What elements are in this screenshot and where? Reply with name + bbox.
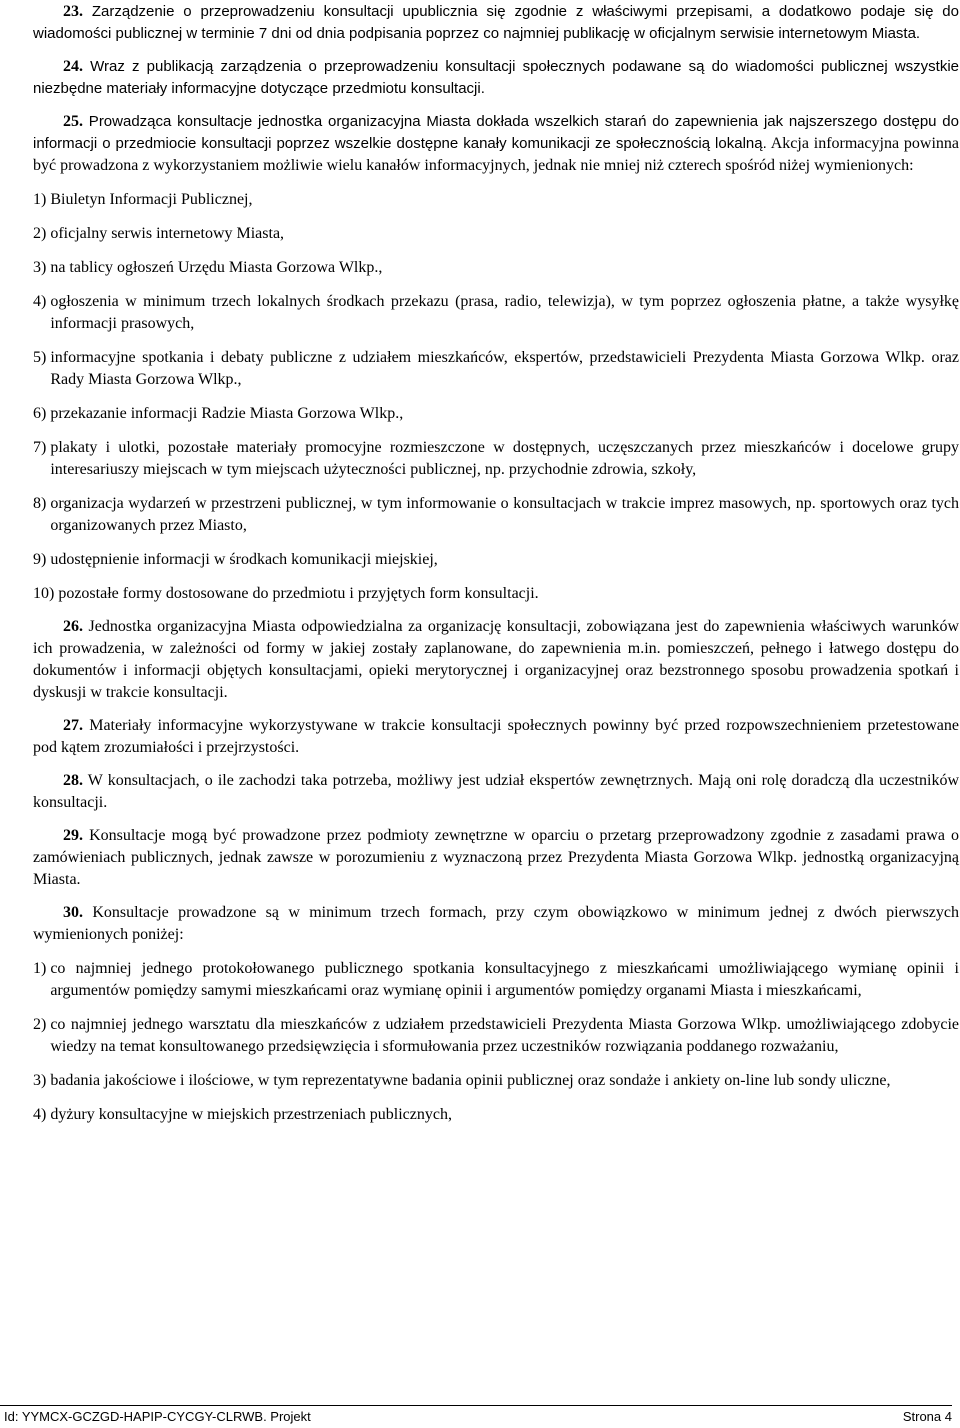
- list-item: 1) co najmniej jednego protokołowanego publicznego spotkania konsultacyjnego z mieszkańcami umożliwiającego wymianę opinii i argumentów pomiędzy samymi mieszkańcami oraz wymianę opinii i argumentów pomiędzy organami Miasta i mieszkańcami,: [33, 960, 959, 999]
- paragraph-text: Zarządzenie o przeprowadzeniu konsultacji upublicznia się zgodnie z właściwymi przepisami, a dodatkowo podaje się do wiadomości publicznej w terminie 7 dni od dnia podpisania poprzez co najmniej publikację w oficjalnym serwisie internetowym Miasta.: [33, 3, 959, 42]
- list-item: 6) przekazanie informacji Radzie Miasta Gorzowa Wlkp.,: [33, 405, 404, 422]
- paragraph-text: Prowadząca konsultacje jednostka organizacyjna Miasta dokłada wszelkich starań do zapewnienia jak najszerszego dostępu do informacji o przedmiocie konsultacji poprzez wszelkie dostępne kanały komunikacji ze społecznością lokalną.: [33, 113, 959, 152]
- paragraph-30: [33, 902, 959, 946]
- paragraph-25: [33, 111, 959, 177]
- consultation-forms-list: [33, 958, 959, 1126]
- paragraph-number: 27.: [63, 717, 83, 734]
- list-item: 3) na tablicy ogłoszeń Urzędu Miasta Gorzowa Wlkp.,: [33, 259, 383, 276]
- list-item: 1) Biuletyn Informacji Publicznej,: [33, 191, 253, 208]
- paragraph-number: 26.: [63, 618, 83, 635]
- list-item: 9) udostępnienie informacji w środkach komunikacji miejskiej,: [33, 551, 438, 568]
- list-item: 4) dyżury konsultacyjne w miejskich przestrzeniach publicznych,: [33, 1106, 452, 1123]
- paragraph-text: Wraz z publikacją zarządzenia o przeprowadzeniu konsultacji społecznych podawane są do wiadomości publicznej wszystkie niezbędne materiały informacyjne dotyczące przedmiotu konsultacji.: [33, 58, 959, 97]
- paragraph-23: [33, 1, 959, 45]
- paragraph-number: 29.: [63, 827, 83, 844]
- paragraph-24: [33, 56, 959, 100]
- document-id: Id: YYMCX-GCZGD-HAPIP-CYCGY-CLRWB. Projekt: [4, 1409, 311, 1424]
- list-item: 7) plakaty i ulotki, pozostałe materiały promocyjne rozmieszczone w dostępnych, uczęszczanych przez mieszkańców i docelowe grupy interesariuszy miejscach w tym miejscach użyteczności publicznej, np. przychodnie zdrowia, szkoły,: [33, 439, 959, 478]
- list-item: 10) pozostałe formy dostosowane do przedmiotu i przyjętych form konsultacji.: [33, 585, 539, 602]
- paragraph-number: 23.: [63, 3, 83, 20]
- paragraph-text: Akcja informacyjna powinna być prowadzona z wykorzystaniem możliwie wielu kanałów informacyjnych, jednak nie mniej niż czterech spośród niżej wymienionych:: [33, 135, 960, 174]
- list-item: 5) informacyjne spotkania i debaty publiczne z udziałem mieszkańców, ekspertów, przedstawicieli Prezydenta Miasta Gorzowa Wlkp. oraz Rady Miasta Gorzowa Wlkp.,: [33, 349, 959, 388]
- paragraph-27: [33, 715, 959, 759]
- paragraph-26: [33, 616, 959, 704]
- paragraph-28: [33, 770, 959, 814]
- paragraph-number: 30.: [63, 904, 83, 921]
- list-item: 3) badania jakościowe i ilościowe, w tym reprezentatywne badania opinii publicznej oraz sondaże i ankiety on-line lub sondy uliczne,: [33, 1072, 891, 1089]
- page-number: Strona 4: [902, 1409, 952, 1424]
- paragraph-number: 24.: [63, 58, 83, 75]
- list-item: 2) co najmniej jednego warsztatu dla mieszkańców z udziałem przedstawicieli Prezydenta Miasta Gorzowa Wlkp. umożliwiającego zdobycie wiedzy na temat konsultowanego przedsięwzięcia i sformułowania przez uczestników rozwiązania poddanego rozważaniu,: [33, 1016, 959, 1055]
- paragraph-text: Materiały informacyjne wykorzystywane w trakcie konsultacji społecznych powinny być przed rozpowszechnieniem przetestowane pod kątem zrozumiałości i przejrzystości.: [33, 717, 959, 756]
- list-item: 8) organizacja wydarzeń w przestrzeni publicznej, w tym informowanie o konsultacjach w trakcie imprez masowych, np. sportowych oraz tych organizowanych przez Miasto,: [33, 495, 959, 534]
- list-item: 4) ogłoszenia w minimum trzech lokalnych środkach przekazu (prasa, radio, telewizja), w tym poprzez ogłoszenia płatne, a także wysyłkę informacji prasowych,: [33, 293, 959, 332]
- paragraph-29: [33, 825, 959, 891]
- paragraph-text: Jednostka organizacyjna Miasta odpowiedzialna za organizację konsultacji, zobowiązana jest do zapewnienia właściwych warunków ich prowadzenia, w zależności od formy w jakiej zostały zaplanowane, do zapewnienia m.in. pomieszczeń, pełnego i łatwego dostępu do dokumentów i informacji objętych konsultacjami, opieki merytorycznej i organizacyjnej oraz bezstronnego sposobu prowadzenia spotkań i dyskusji w trakcie konsultacji.: [33, 618, 959, 701]
- paragraph-text: Konsultacje prowadzone są w minimum trzech formach, przy czym obowiązkowo w minimum jednej z dwóch pierwszych wymienionych poniżej:: [33, 904, 959, 943]
- info-channels-list: [33, 189, 959, 605]
- document-page: [33, 0, 959, 1126]
- paragraph-text: W konsultacjach, o ile zachodzi taka potrzeba, możliwy jest udział ekspertów zewnętrznych. Mają oni rolę doradczą dla uczestników konsultacji.: [33, 772, 959, 811]
- paragraph-number: 28.: [63, 772, 83, 789]
- paragraph-number: 25.: [63, 113, 83, 130]
- list-item: 2) oficjalny serwis internetowy Miasta,: [33, 225, 285, 242]
- page-footer: [0, 1405, 952, 1428]
- paragraph-text: Konsultacje mogą być prowadzone przez podmioty zewnętrzne w oparciu o przetarg przeprowadzony zgodnie z zasadami prawa o zamówieniach publicznych, jednak zawsze w porozumieniu z wyznaczoną przez Prezydenta Miasta Gorzowa Wlkp. jednostką organizacyjną Miasta.: [33, 827, 959, 888]
